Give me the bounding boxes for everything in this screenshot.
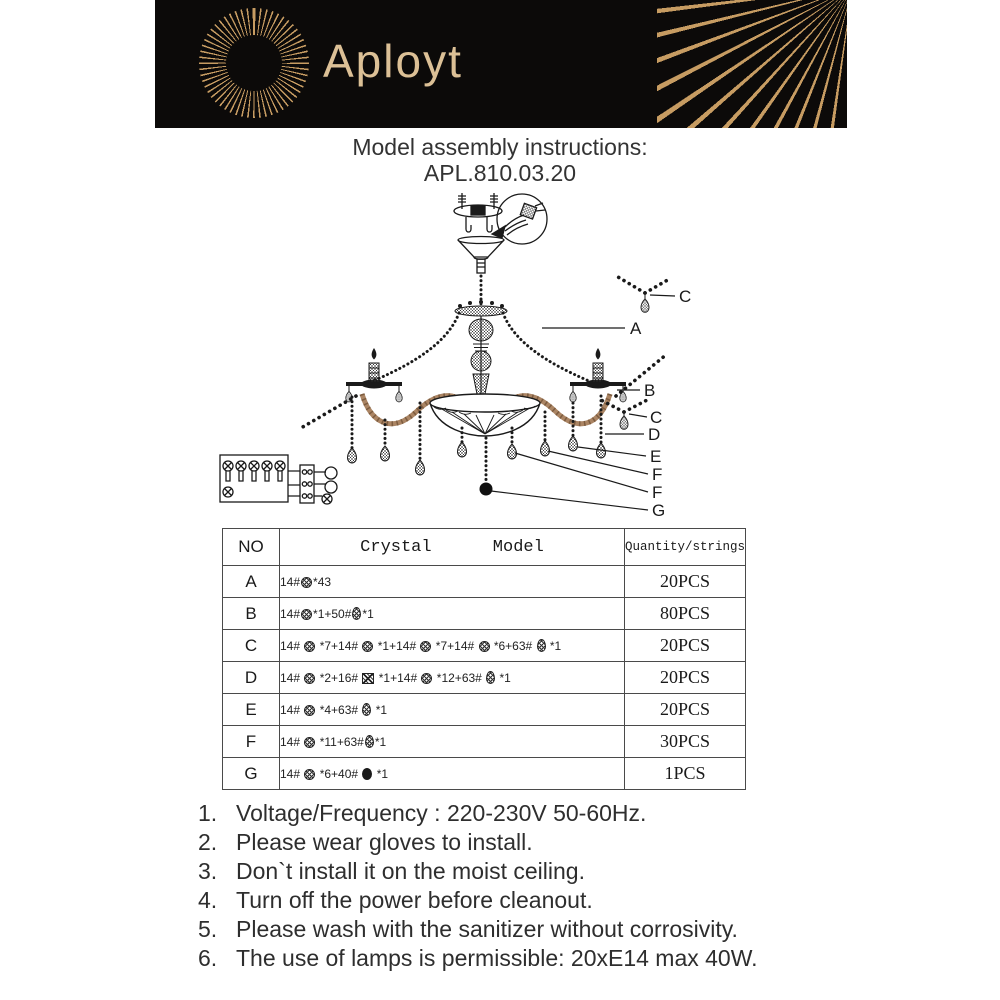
table-row [223, 726, 746, 758]
center-bowl [430, 394, 540, 436]
instruction-text: Please wash with the sanitizer without corrosivity. [236, 916, 738, 942]
table-row [223, 758, 746, 790]
instruction-item [198, 857, 878, 886]
table-row [223, 694, 746, 726]
bottom-ball-finial [480, 483, 493, 496]
instruction-text: Voltage/Frequency : 220-230V 50-60Hz. [236, 800, 647, 826]
instruction-text: Don`t install it on the moist ceiling. [236, 858, 585, 884]
part-label-f2: F [652, 483, 663, 502]
round-faceted-bead-icon [301, 609, 312, 620]
part-label-f1: F [652, 465, 663, 484]
row-model: 14# *7+14# *1+14# *7+14# *6+63# *1 [280, 630, 625, 662]
round-faceted-bead-icon [421, 673, 432, 684]
round-faceted-bead-icon [304, 641, 315, 652]
row-model: 14# *6+40# *1 [280, 758, 625, 790]
round-faceted-bead-icon [304, 705, 315, 716]
candle-arm-left [346, 348, 402, 402]
part-label-g: G [652, 501, 666, 520]
instruction-text: The use of lamps is permissible: 20xE14 max 40W. [236, 945, 758, 971]
table-row [223, 598, 746, 630]
instruction-item [198, 944, 878, 973]
instruction-item [198, 915, 878, 944]
teardrop-crystal-icon [365, 735, 374, 748]
teardrop-crystal-icon [362, 703, 371, 716]
top-hub [455, 300, 507, 316]
chandelier-diagram [180, 183, 720, 528]
instruction-item [198, 886, 878, 915]
table-header-row [223, 529, 746, 566]
row-model: 14# *2+16# *1+14# *12+63# *1 [280, 662, 625, 694]
instruction-text: Turn off the power before cleanout. [236, 887, 593, 913]
round-faceted-bead-icon [362, 641, 373, 652]
instruction-number: 4. [198, 887, 218, 913]
row-letter: A [223, 566, 280, 598]
row-letter: C [223, 630, 280, 662]
round-faceted-bead-icon [304, 673, 315, 684]
instruction-text: Please wear gloves to install. [236, 829, 533, 855]
part-label-b: B [644, 381, 656, 400]
black-ball-bead-icon [362, 768, 372, 780]
safety-instructions [198, 799, 878, 973]
model-number: APL.810.03.20 [423, 160, 577, 186]
bead-swag-left [373, 313, 459, 381]
instruction-item [198, 799, 878, 828]
teardrop-crystal-icon [486, 671, 495, 684]
row-letter: F [223, 726, 280, 758]
canopy [458, 237, 504, 274]
row-model: 14# *4+63# *1 [280, 694, 625, 726]
part-label-c-mid: C [650, 408, 663, 427]
row-letter: E [223, 694, 280, 726]
round-faceted-bead-icon [301, 577, 312, 588]
col-header-no: NO [223, 529, 280, 566]
part-c-strand-mid [601, 399, 649, 429]
part-label-a: A [630, 319, 642, 338]
round-faceted-bead-icon [420, 641, 431, 652]
wiring-schematic [220, 455, 337, 504]
square-crystal-icon [362, 673, 374, 684]
round-faceted-bead-icon [479, 641, 490, 652]
col-header-model: Crystal Model [280, 529, 625, 566]
col-header-quantity: Quantity/strings [625, 529, 746, 566]
instruction-number: 1. [198, 800, 218, 826]
part-label-e: E [650, 447, 662, 466]
instruction-number: 3. [198, 858, 218, 884]
instruction-item [198, 828, 878, 857]
table-row [223, 662, 746, 694]
table-row [223, 566, 746, 598]
row-quantity: 80PCS [625, 598, 746, 630]
brand-banner [155, 0, 847, 128]
instruction-number: 2. [198, 829, 218, 855]
sunburst-logo-icon [199, 8, 309, 118]
central-column [469, 316, 493, 398]
instruction-number: 6. [198, 945, 218, 971]
row-quantity: 20PCS [625, 566, 746, 598]
part-c-strand-top [618, 277, 671, 312]
row-model: 14# *11+63# *1 [280, 726, 625, 758]
crystal-parts-table [222, 528, 746, 790]
instruction-number: 5. [198, 916, 218, 942]
teardrop-crystal-icon [537, 639, 546, 652]
row-letter: D [223, 662, 280, 694]
row-model: 14# *1+50# *1 [280, 598, 625, 630]
part-label-d: D [648, 425, 661, 444]
round-faceted-bead-icon [304, 769, 315, 780]
row-quantity: 1PCS [625, 758, 746, 790]
table-row [223, 630, 746, 662]
round-faceted-bead-icon [304, 737, 315, 748]
title-block [0, 134, 1000, 186]
row-quantity: 20PCS [625, 662, 746, 694]
bead-swag-right [503, 313, 589, 381]
part-label-c-top: C [679, 287, 692, 306]
corner-rays-icon [657, 0, 847, 128]
row-quantity: 20PCS [625, 630, 746, 662]
brand-name: Aployt [323, 35, 463, 87]
teardrop-crystal-icon [352, 607, 361, 620]
row-quantity: 20PCS [625, 694, 746, 726]
row-quantity: 30PCS [625, 726, 746, 758]
row-model: 14# *43 [280, 566, 625, 598]
row-letter: B [223, 598, 280, 630]
page-title: Model assembly instructions: [352, 134, 648, 160]
row-letter: G [223, 758, 280, 790]
